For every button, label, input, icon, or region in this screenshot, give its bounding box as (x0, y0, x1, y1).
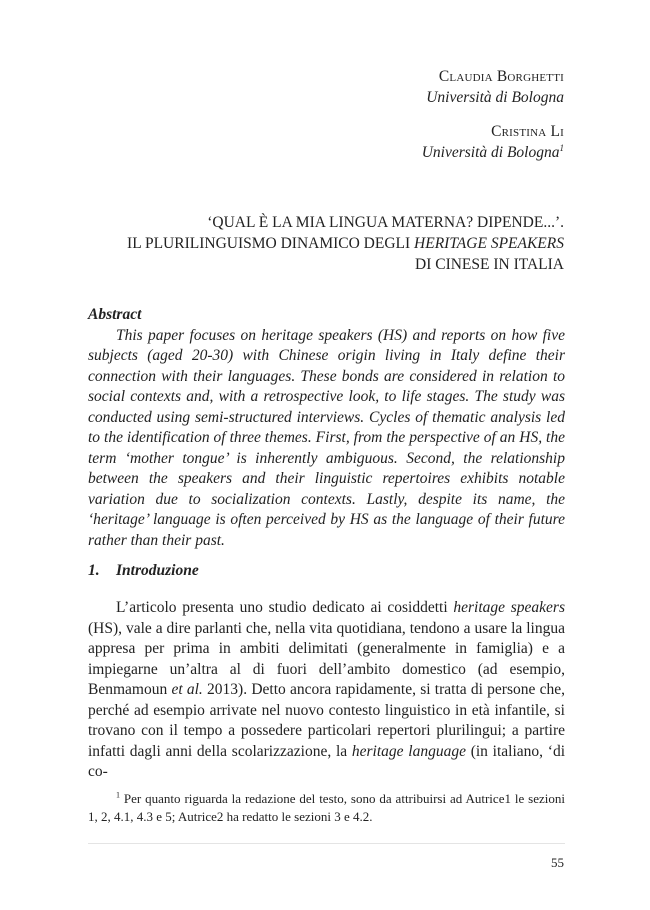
section-heading (88, 562, 199, 580)
footnote-marker: 1 (116, 790, 120, 800)
author-block (422, 121, 564, 163)
paragraph-italic: heritage language (351, 742, 466, 760)
title-text: IL PLURILINGUISMO DINAMICO DEGLI (127, 235, 415, 252)
paragraph-italic: et al. (171, 681, 203, 698)
author-affiliation (422, 142, 564, 163)
author-name: Cristina Li (491, 123, 564, 140)
footnote-text: Per quanto riguarda la redazione del testo, sono da attribuirsi ad Autrice1 le sezioni 1, 2, 4.1, 4.3 e 5; Autrice2 ha redatto le sezioni 3 e 4.2. (88, 791, 565, 824)
abstract-heading: Abstract (88, 306, 142, 323)
footnote-marker: 1 (559, 142, 564, 153)
page-number: 55 (551, 855, 564, 870)
body-paragraph (88, 598, 565, 783)
section-number: 1. (88, 562, 100, 579)
paragraph-text: L’articolo presenta uno studio dedicato ai cosiddetti (116, 599, 454, 616)
paragraph-text: (in italiano, ‘di co- (88, 742, 566, 780)
paper-title (94, 212, 564, 275)
affiliation-text: Università di Bologna (421, 144, 560, 161)
section-title: Introduzione (116, 562, 199, 579)
paragraph-text: 2013). Detto ancora rapidamente, si tratta di persone che, perché ad esempio arrivate nel nuovo contesto linguistico in età infantile, si trovano con il tempo a possedere particolari repertori plurilingui; a partire infatti dagli anni della scolarizzazione, la (88, 681, 565, 760)
author-block (426, 66, 564, 108)
paragraph-text: (HS), vale a dire parlanti che, nella vita quotidiana, tendono a usare la lingua appresa per prima in ambiti delimitati (generalmente in famiglia) e a impiegarne un’altra al di fuori dell’ambito domestico (ad esempio, Benmamoun (88, 619, 565, 698)
author-affiliation: Università di Bologna (426, 89, 564, 106)
abstract-text: This paper focuses on heritage speakers (HS) and reports on how five subjects (aged 20-30) with Chinese origin living in Italy define their connection with their languages. These bonds are considered in relation to social contexts and, with a retrospective look, to life stages. The study was conducted using semi-structured interviews. Cycles of thematic analysis led to the identification of three themes. First, from the perspective of an HS, the term ‘mother tongue’ is inherently ambiguous. Second, the relationship between the speakers and their linguistic repertoires exhibits notable variation due to socialization contexts. Lastly, despite its name, the ‘heritage’ language is often perceived by HS as the language of their future rather than their past. (88, 326, 565, 549)
footnote (88, 790, 565, 825)
title-line (94, 233, 564, 254)
paragraph-italic: heritage speakers (453, 599, 565, 616)
author-name: Claudia Borghetti (438, 68, 564, 85)
footer-divider (88, 843, 565, 844)
title-line: ‘QUAL È LA MIA LINGUA MATERNA? DIPENDE...’. (207, 214, 564, 231)
title-italic: HERITAGE SPEAKERS (414, 235, 564, 252)
abstract (88, 305, 565, 551)
title-line: DI CINESE IN ITALIA (415, 256, 564, 273)
